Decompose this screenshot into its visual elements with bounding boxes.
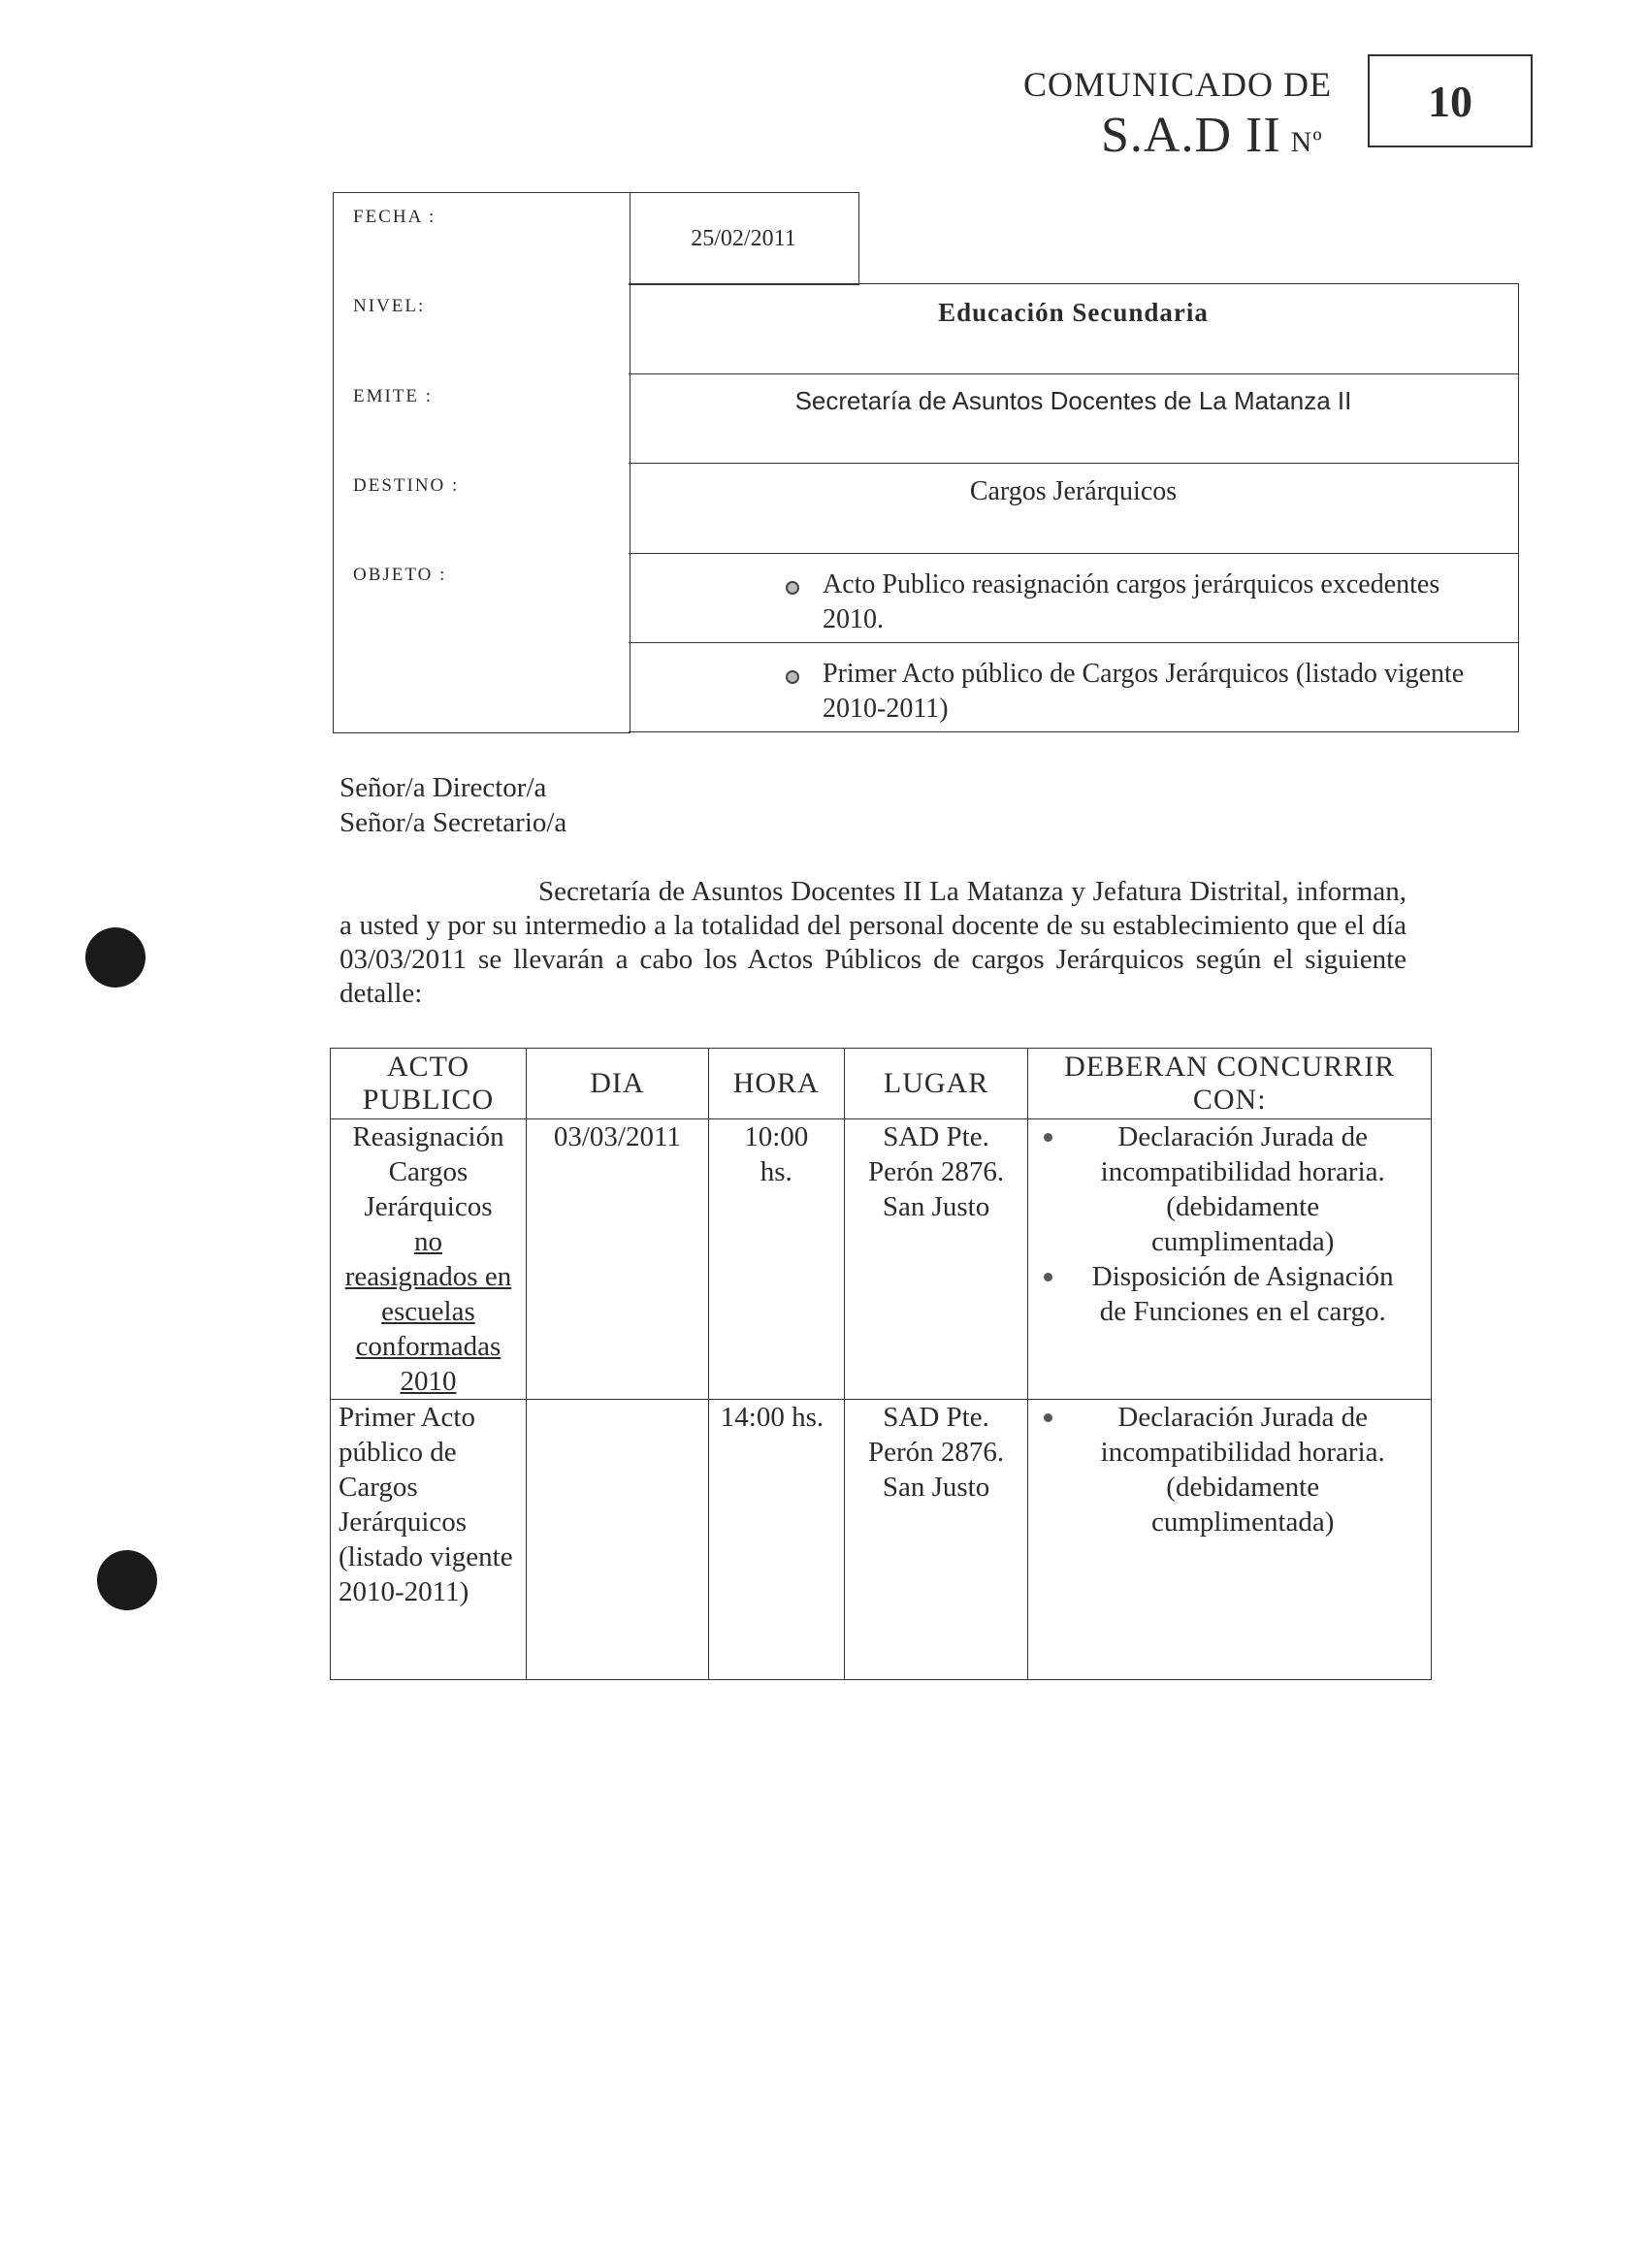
acto-underlined-text: no reasignados en escuelas conformadas 2010 [344,1226,512,1397]
info-label-column [333,192,630,733]
table-header-row [331,1049,1432,1119]
destino-value: Cargos Jerárquicos [969,476,1178,506]
dia-cell [526,1400,708,1680]
actos-table [330,1048,1432,1680]
header-dia: DIA [526,1049,708,1119]
destino-label: DESTINO : [353,475,460,496]
bullet-icon [786,581,799,595]
objeto-item-text: Primer Acto público de Cargos Jerárquicos (listado vigente 2010-2011) [823,659,1465,724]
requisitos-cell [1028,1400,1432,1680]
requisito-text: Declaración Jurada de incompatibilidad horaria. (debidamente cumplimentada) [1100,1402,1385,1538]
bullet-icon [1044,1133,1052,1142]
table-row [331,1119,1432,1400]
lugar-cell: SAD Pte. Perón 2876. San Justo [844,1400,1028,1680]
objeto-item [786,567,1504,637]
header-lugar: LUGAR [844,1049,1028,1119]
bullet-icon [1044,1273,1052,1281]
objeto-item-text: Acto Publico reasignación cargos jerárquicos excedentes 2010. [823,569,1440,634]
header-no-label: Nº [1290,126,1323,158]
acto-cell [331,1400,527,1680]
punch-hole-top [85,927,146,988]
header-title-line1: COMUNICADO DE [1023,65,1332,104]
communique-number: 10 [1368,54,1533,147]
row-divider [629,463,1518,464]
header-requisitos: DEBERAN CONCURRIR CON: [1028,1049,1432,1119]
hora-cell: 14:00 hs. [708,1400,844,1680]
body-paragraph-text: Secretaría de Asuntos Docentes II La Matanza y Jefatura Distrital, informan, a usted y por su intermedio a la totalidad del personal docente de su establecimiento que el día 03/03/2011 se llevarán a cabo los Actos Públicos de cargos Jerárquicos según el siguiente detalle: [340,876,1406,1009]
acto-text: Primer Acto público de Cargos Jerárquicos (listado vigente 2010-2011) [339,1402,513,1607]
requisitos-cell [1028,1119,1432,1400]
emite-label: EMITE : [353,386,434,406]
salutation-line: Señor/a Director/a [340,772,547,803]
objeto-item [786,657,1504,727]
row-divider [629,553,1518,554]
header-title-line2 [1101,107,1323,164]
salutation-line: Señor/a Secretario/a [340,807,567,838]
acto-cell [331,1119,527,1400]
row-divider [629,283,1518,284]
nivel-value: Educación Secundaria [938,298,1209,327]
header-sad: S.A.D II [1101,108,1281,163]
fecha-label: FECHA : [353,207,436,227]
body-paragraph [340,875,1406,1011]
objeto-label: OBJETO : [353,565,447,585]
header-hora: HORA [708,1049,844,1119]
dia-cell: 03/03/2011 [526,1119,708,1400]
fecha-value: 25/02/2011 [629,192,859,285]
table-row [331,1400,1432,1680]
nivel-label: NIVEL: [353,296,426,316]
requisito-text: Disposición de Asignación de Funciones en el cargo. [1091,1261,1394,1327]
requisito-item [1036,1259,1423,1329]
acto-text: Reasignación Cargos Jerárquicos [352,1121,504,1222]
row-divider [629,373,1518,374]
header-acto: ACTO PUBLICO [331,1049,527,1119]
row-divider [629,642,1518,643]
emite-value: Secretaría de Asuntos Docentes de La Matanza II [794,386,1352,415]
lugar-cell: SAD Pte. Perón 2876. San Justo [844,1119,1028,1400]
hora-cell: 10:00 hs. [708,1119,844,1400]
bullet-icon [1044,1413,1052,1422]
requisito-item [1036,1400,1423,1539]
punch-hole-bottom [97,1550,157,1610]
bullet-icon [786,670,799,684]
requisito-item [1036,1119,1423,1259]
requisito-text: Declaración Jurada de incompatibilidad horaria. (debidamente cumplimentada) [1100,1121,1385,1257]
